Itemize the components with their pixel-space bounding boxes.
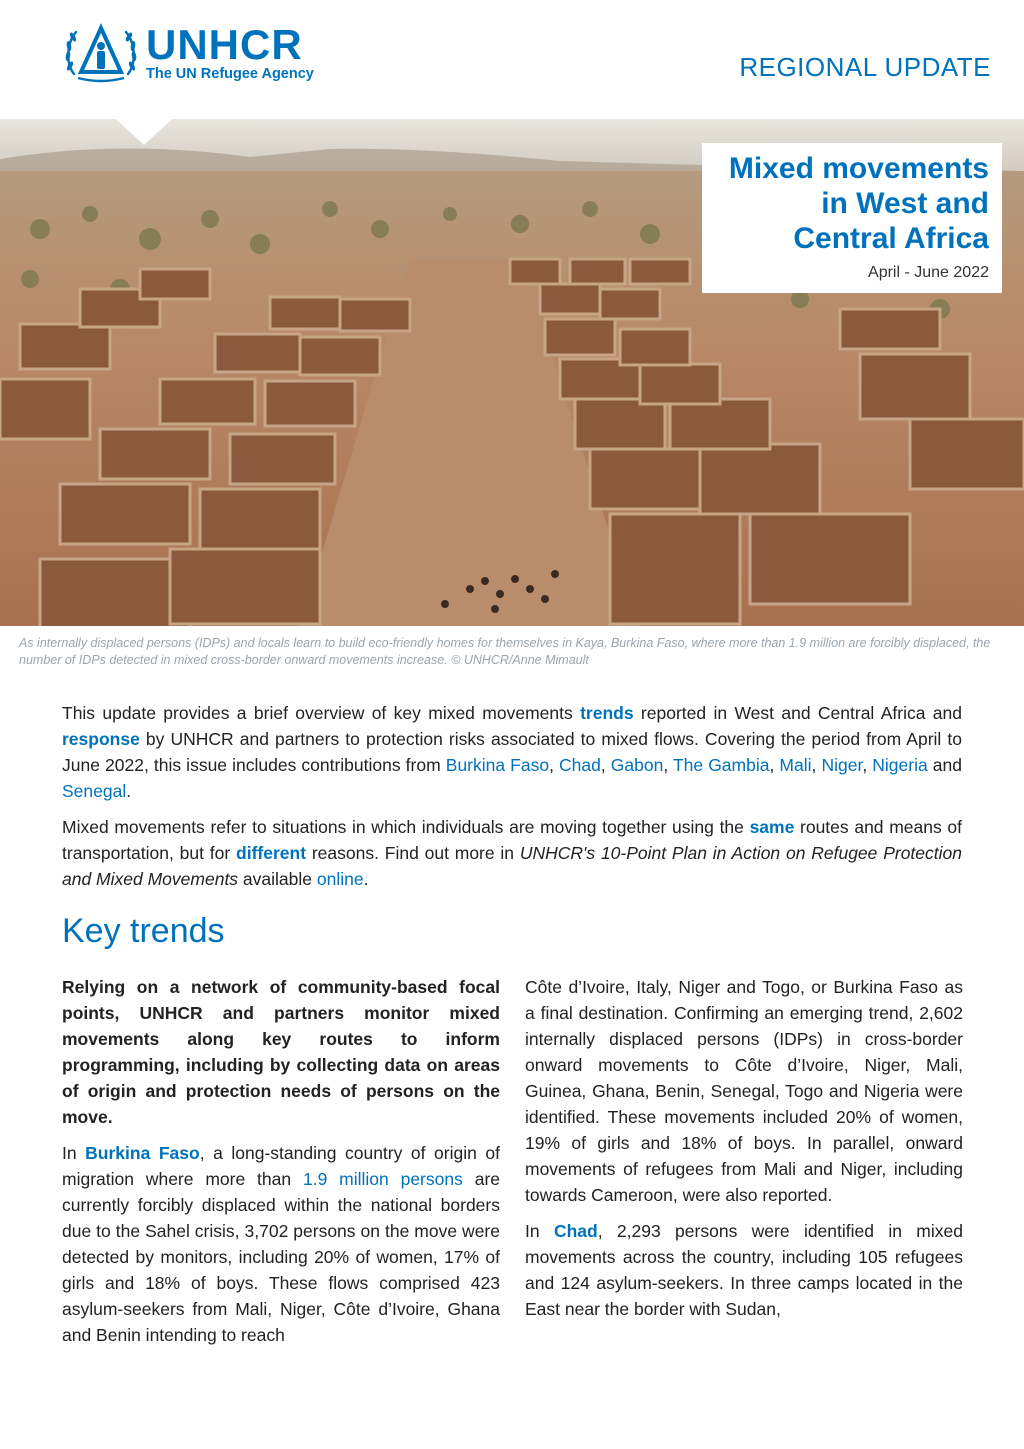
country-link-senegal[interactable]: Senegal — [62, 781, 127, 801]
separator: , — [811, 755, 822, 775]
title-line-3: Central Africa — [793, 222, 989, 255]
separator: , — [769, 755, 780, 775]
text: reported in West and Central Africa and — [633, 703, 962, 723]
text: routes and means of transportation, but for — [62, 817, 962, 863]
country-link-the-gambia[interactable]: The Gambia — [672, 755, 770, 775]
key-trends-heading: Key trends — [62, 912, 225, 950]
logo-name: UNHCR — [146, 20, 303, 68]
chad-paragraph — [525, 1218, 963, 1322]
title-line-1: Mixed movements — [728, 152, 989, 185]
separator: , — [549, 755, 560, 775]
key-trends-lead: Relying on a network of community-based focal points, UNHCR and partners monitor mixed movements along key routes to inform programming, including by collecting data on areas of origin and protection needs of persons on the move. — [62, 977, 500, 1127]
displaced-persons-link[interactable]: 1.9 million persons — [302, 1169, 463, 1189]
trends-link[interactable]: trends — [580, 703, 634, 723]
text: reasons. Find out more in — [306, 843, 520, 863]
plan-title: UNHCR's 10-Point Plan in Action on Refugee Protection and Mixed Movements — [62, 843, 962, 889]
burkina-faso-paragraph — [62, 1140, 500, 1348]
photo-caption: As internally displaced persons (IDPs) and locals learn to build eco-friendly homes for themselves in Kaya, Burkina Faso, where more than 1.9 million are forcibly displaced, the number of IDPs detected in mixed cross-border onward movements increase. © UNHCR/Anne Mimault — [19, 636, 991, 667]
text: In — [62, 1143, 86, 1163]
text: and — [927, 755, 962, 775]
laurel-shelter-icon — [64, 22, 138, 84]
onward-movements-paragraph: Côte d’Ivoire, Italy, Niger and Togo, or Burkina Faso as a final destination. Confirming an emerging trend, 2,602 internally displaced persons (IDPs) in cross-border onward movements to Côte d’Ivoire, Niger, Mali, Guinea, Ghana, Benin, Senegal, Togo and Nigeria were identified. These movements included 20% of women, 19% of girls and 18% of boys. In parallel, onward movements of refugees from Mali and Niger, including towards Cameroon, were also reported. — [525, 977, 963, 1205]
key-trends-left-column — [62, 974, 500, 1358]
text: Mixed movements refer to situations in which individuals are moving together using the — [62, 817, 750, 837]
intro-paragraph-2 — [62, 814, 962, 892]
title-box — [702, 143, 1002, 293]
text: are currently forcibly displaced within the national borders due to the Sahel crisis, 3,702 persons on the move were detected by monitors, including 20% of women, 17% of girls and 18% of boys. These flows comprised 423 asylum-seekers from Mali, Niger, Côte d’Ivoire, Ghana and Benin intending to reach — [62, 1169, 501, 1345]
text: In — [525, 1221, 554, 1241]
text: . — [363, 869, 369, 889]
text: , 2,293 persons were identified in mixed movements across the country, including 105 refugees and 124 asylum-seekers. In three camps located in the East near the border with Sudan, — [525, 1221, 963, 1319]
separator: , — [600, 755, 611, 775]
country-link-nigeria[interactable]: Nigeria — [872, 755, 928, 775]
same-link[interactable]: same — [749, 817, 795, 837]
different-link[interactable]: different — [236, 843, 307, 863]
response-link[interactable]: response — [62, 729, 140, 749]
separator: , — [862, 755, 873, 775]
country-link-mali[interactable]: Mali — [779, 755, 812, 775]
page-header — [0, 0, 1024, 120]
key-trends-right-column — [525, 974, 963, 1332]
intro-section — [62, 700, 962, 902]
header-notch — [116, 119, 172, 145]
logo-subtitle: The UN Refugee Agency — [146, 65, 314, 82]
burkina-faso-link[interactable]: Burkina Faso — [85, 1143, 200, 1163]
page-title — [702, 151, 989, 256]
country-link-chad[interactable]: Chad — [559, 755, 601, 775]
text: , a long-standing country of origin of migration where more than — [62, 1143, 500, 1189]
country-link-niger[interactable]: Niger — [821, 755, 863, 775]
country-link-burkina-faso[interactable]: Burkina Faso — [445, 755, 550, 775]
text: . — [126, 781, 132, 801]
unhcr-logo — [64, 22, 314, 84]
title-line-2: in West and — [821, 187, 989, 220]
online-link[interactable]: online — [316, 869, 364, 889]
text: available — [238, 869, 317, 889]
intro-paragraph-1 — [62, 700, 962, 804]
text: by UNHCR and partners to protection risks associated to mixed flows. Covering the period from April to June 2022, this issue includes contributions from — [62, 729, 962, 775]
text: This update provides a brief overview of key mixed movements — [62, 703, 581, 723]
section-label: REGIONAL UPDATE — [739, 52, 991, 82]
chad-link[interactable]: Chad — [553, 1221, 598, 1241]
country-link-gabon[interactable]: Gabon — [610, 755, 664, 775]
report-period: April - June 2022 — [868, 264, 989, 281]
separator: , — [663, 755, 673, 775]
